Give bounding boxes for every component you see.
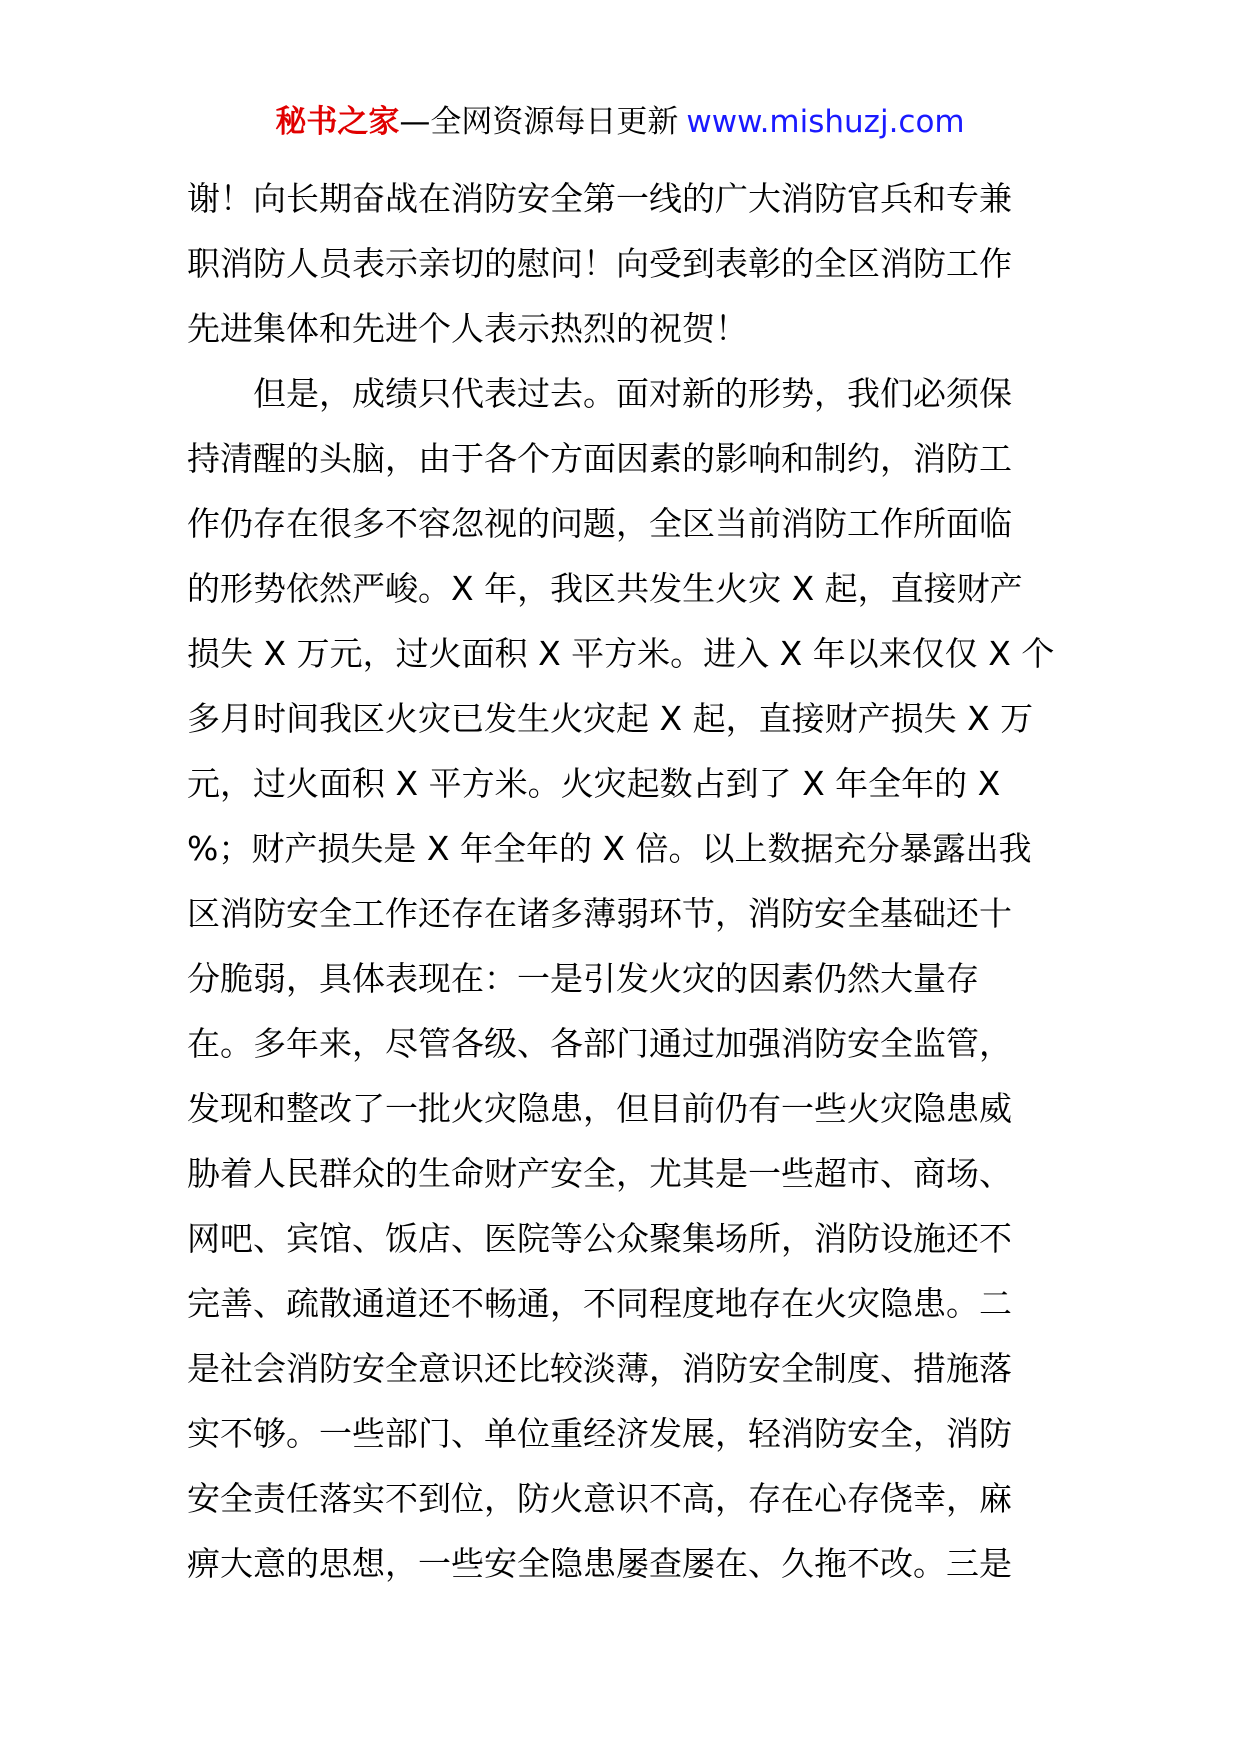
site-header: [0, 100, 1240, 144]
text-line: 先进集体和先进个人表示热烈的祝贺！: [187, 309, 748, 348]
text-line: 发现和整改了一批火灾隐患，但目前仍有一些火灾隐患威: [187, 1089, 1012, 1128]
text-line: 网吧、宾馆、饭店、医院等公众聚集场所，消防设施还不: [187, 1219, 1012, 1258]
text-line: 但是，成绩只代表过去。面对新的形势，我们必须保: [187, 374, 1012, 413]
text-line: 持清醒的头脑，由于各个方面因素的影响和制约，消防工: [187, 439, 1012, 478]
text-line: 安全责任落实不到位，防火意识不高，存在心存侥幸，麻: [187, 1479, 1012, 1518]
site-url-link[interactable]: www.mishuzj.com: [686, 104, 965, 140]
text-line: 痹大意的思想，一些安全隐患屡查屡在、久拖不改。三是: [187, 1544, 1012, 1583]
text-line: 区消防安全工作还存在诸多薄弱环节，消防安全基础还十: [187, 894, 1012, 933]
site-tagline: —全网资源每日更新: [399, 104, 679, 140]
text-line: 在。多年来，尽管各级、各部门通过加强消防安全监管，: [187, 1024, 1012, 1063]
document-body: [187, 166, 1057, 1596]
text-line: 分脆弱，具体表现在：一是引发火灾的因素仍然大量存: [187, 959, 979, 998]
text-line: 职消防人员表示亲切的慰问！向受到表彰的全区消防工作: [187, 244, 1012, 283]
text-line: 的形势依然严峻。X 年，我区共发生火灾 X 起，直接财产: [187, 569, 1023, 608]
text-line: 胁着人民群众的生命财产安全，尤其是一些超市、商场、: [187, 1154, 1012, 1193]
site-brand: 秘书之家: [275, 104, 400, 140]
text-line: %；财产损失是 X 年全年的 X 倍。以上数据充分暴露出我: [187, 829, 1032, 868]
text-line: 损失 X 万元，过火面积 X 平方米。进入 X 年以来仅仅 X 个: [187, 634, 1055, 673]
text-line: 多月时间我区火灾已发生火灾起 X 起，直接财产损失 X 万: [187, 699, 1034, 738]
text-line: 是社会消防安全意识还比较淡薄，消防安全制度、措施落: [187, 1349, 1012, 1388]
text-line: 作仍存在很多不容忽视的问题，全区当前消防工作所面临: [187, 504, 1012, 543]
text-line: 元，过火面积 X 平方米。火灾起数占到了 X 年全年的 X: [187, 764, 1001, 803]
text-line: 实不够。一些部门、单位重经济发展，轻消防安全，消防: [187, 1414, 1012, 1453]
text-line: 谢！向长期奋战在消防安全第一线的广大消防官兵和专兼: [187, 179, 1012, 218]
text-line: 完善、疏散通道还不畅通，不同程度地存在火灾隐患。二: [187, 1284, 1012, 1323]
